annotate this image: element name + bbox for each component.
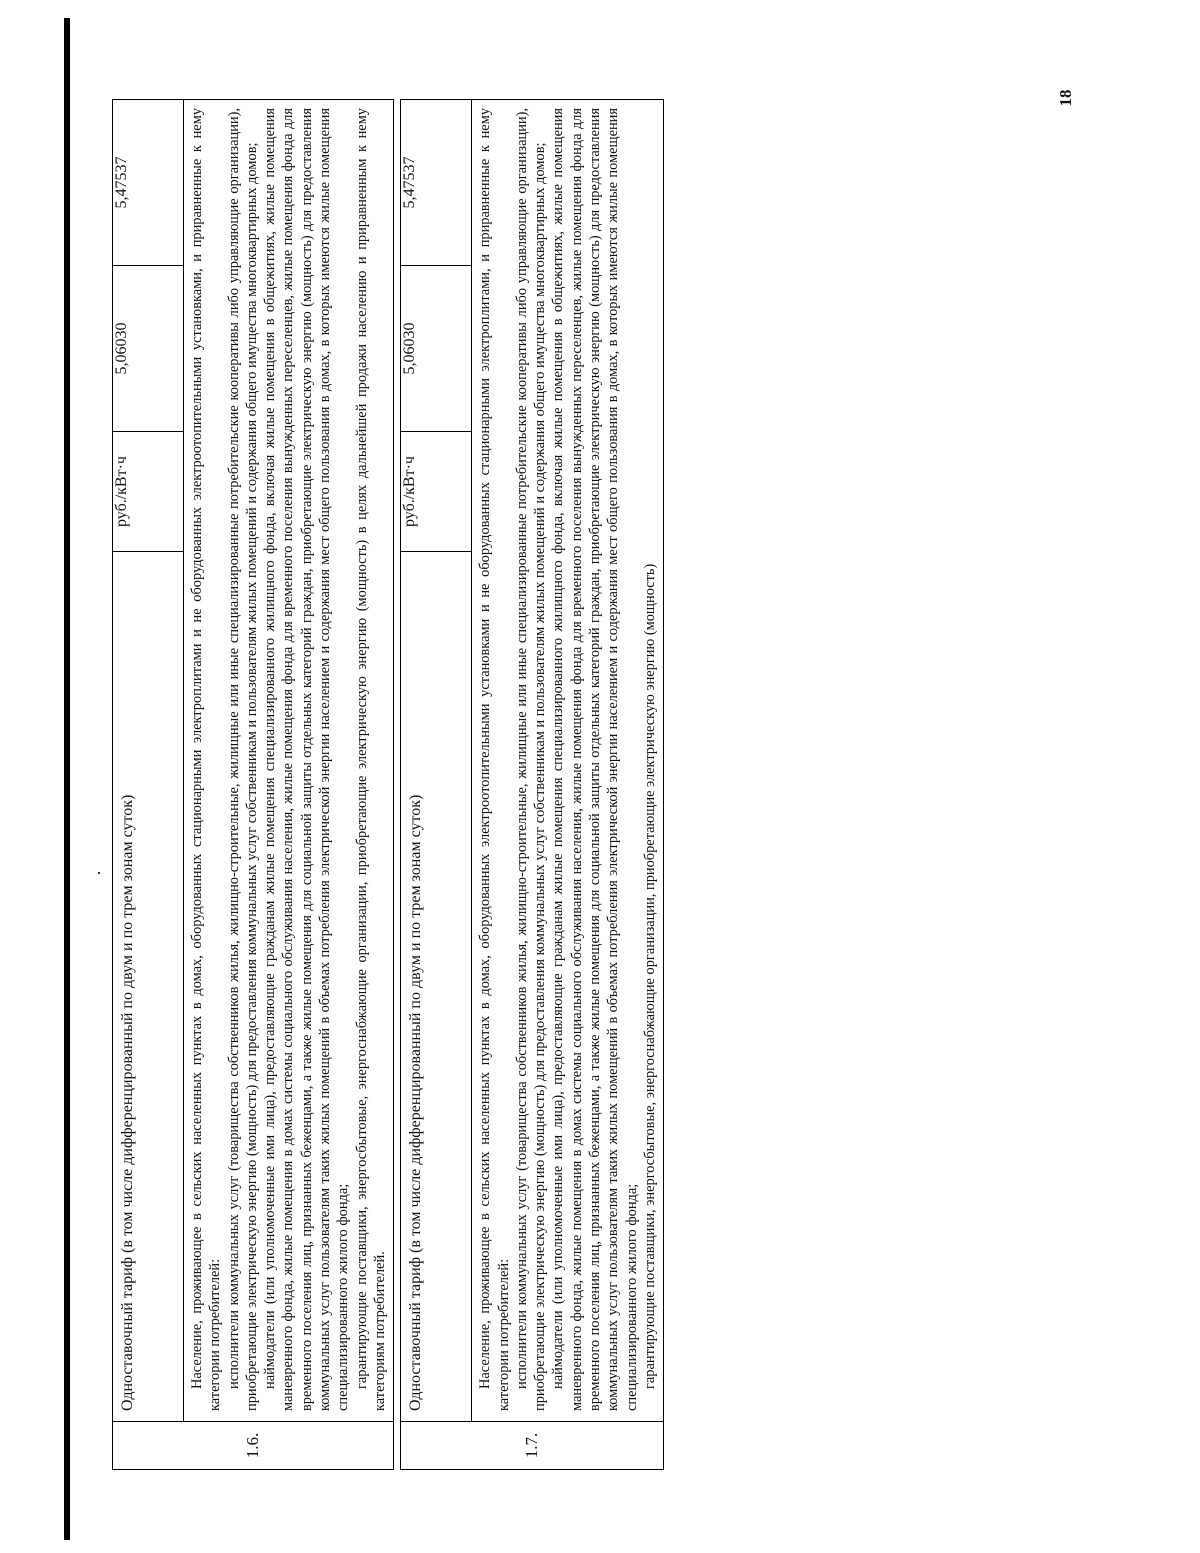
tariff-name-cell [401,552,472,1422]
table-row-1-7-description [472,100,664,1470]
tariff-value-2: 5,47537 [113,100,184,266]
table-gap [394,100,401,1470]
description-paragraph: гарантирующие поставщики, энергосбытовые, энергоснабжающие организации, приобретающие электрическую энергию (мощность) в целях дальнейшей продажи населению и приравненным к нему категориям потребителей. [353,108,388,1411]
description-paragraph: наймодатели (или уполномоченные ими лица), предоставляющие гражданам жилые помещения специализированного жилищного фонда, включая жилые помещения в общежитиях, жилые помещения маневренного фонда, жилые помещения в домах системы социального обслуживания населения, жилые помещения фонда для временного поселения вынужденных переселенцев, жилые помещения фонда для временного поселения лиц, признанных беженцами, а также жилые помещения для социальной защиты отдельных категорий граждан, приобретающие электрическую энергию (мощность) для предоставления коммунальных услуг пользователям таких жилых помещений в объемах потребления электрической энергии населением и содержания мест общего пользования в домах, в которых имеются жилые помещения специализированного жилого фонда; [262,108,352,1411]
table-row-1-6-description [184,100,394,1470]
description-paragraph: Население, проживающее в сельских населенных пунктах в домах, оборудованных электроотопительными установками и не оборудованных стационарными электроплитами, и приравненные к нему категории потребителей: [477,108,512,1411]
scan-speck [98,872,100,874]
unit-cell: руб./кВт·ч [401,432,472,552]
rotated-page-content [112,100,1037,1470]
description-paragraph: наймодатели (или уполномоченные ими лица), предоставляющие гражданам жилые помещения специализированного жилищного фонда, включая жилые помещения в общежитиях, жилые помещения маневренного фонда, жилые помещения в домах системы социального обслуживания населения, жилые помещения фонда для временного поселения вынужденных переселенцев, жилые помещения фонда для временного поселения лиц, признанных беженцами, а также жилые помещения для социальной защиты отдельных категорий граждан, приобретающие электрическую энергию (мощность) для предоставления коммунальных услуг пользователям таких жилых помещений в объемах потребления электрической энергии населением и содержания мест общего пользования в домах, в которых имеются жилые помещения специализированного жилого фонда; [550,108,640,1411]
row-number: 1.6. [113,1422,394,1470]
row-number: 1.7. [401,1422,664,1470]
table-row-1-6-header [113,100,184,1470]
consumer-description [472,100,664,1422]
tariff-name-cell [113,552,184,1422]
consumer-description [184,100,394,1422]
table-row-1-7-header [401,100,472,1470]
description-paragraph: Население, проживающее в сельских населенных пунктах в домах, оборудованных стационарными электроплитами и не оборудованных электроотопительными установками, и приравненные к нему категории потребителей: [189,108,224,1411]
description-paragraph: гарантирующие поставщики, энергосбытовые, энергоснабжающие организации, приобретающие электрическую энергию (мощность) [641,563,658,1389]
description-paragraph: исполнители коммунальных услуг (товарищества собственников жилья, жилищно-строительные, жилищные или иные специализированные потребительские кооперативы либо управляющие организации), приобретающие электрическую энергию (мощность) для предоставления коммунальных услуг собственникам и пользователям жилых помещений и содержания общего имущества многоквартирных домов; [225,108,260,1411]
page-number: 18 [1056,89,1075,107]
binding-bar [64,18,70,1540]
tariff-name: Одноставочный тариф (в том числе дифференцированный по двум и по трем зонам суток) [407,794,425,1411]
tariff-table [112,99,664,1470]
tariff-value-1: 5,06030 [113,266,184,432]
description-paragraph: исполнители коммунальных услуг (товарищества собственников жилья, жилищно-строительные, жилищные или иные специализированные потребительские кооперативы либо управляющие организации), приобретающие электрическую энергию (мощность) для предоставления коммунальных услуг собственникам и пользователям жилых помещений и содержания общего имущества многоквартирных домов; [513,108,549,1411]
tariff-value-2: 5,47537 [401,100,472,266]
tariff-value-1: 5,06030 [401,266,472,432]
unit-cell: руб./кВт·ч [113,432,184,552]
tariff-name: Одноставочный тариф (в том числе дифференцированный по двум и по трем зонам суток) [119,794,136,1411]
